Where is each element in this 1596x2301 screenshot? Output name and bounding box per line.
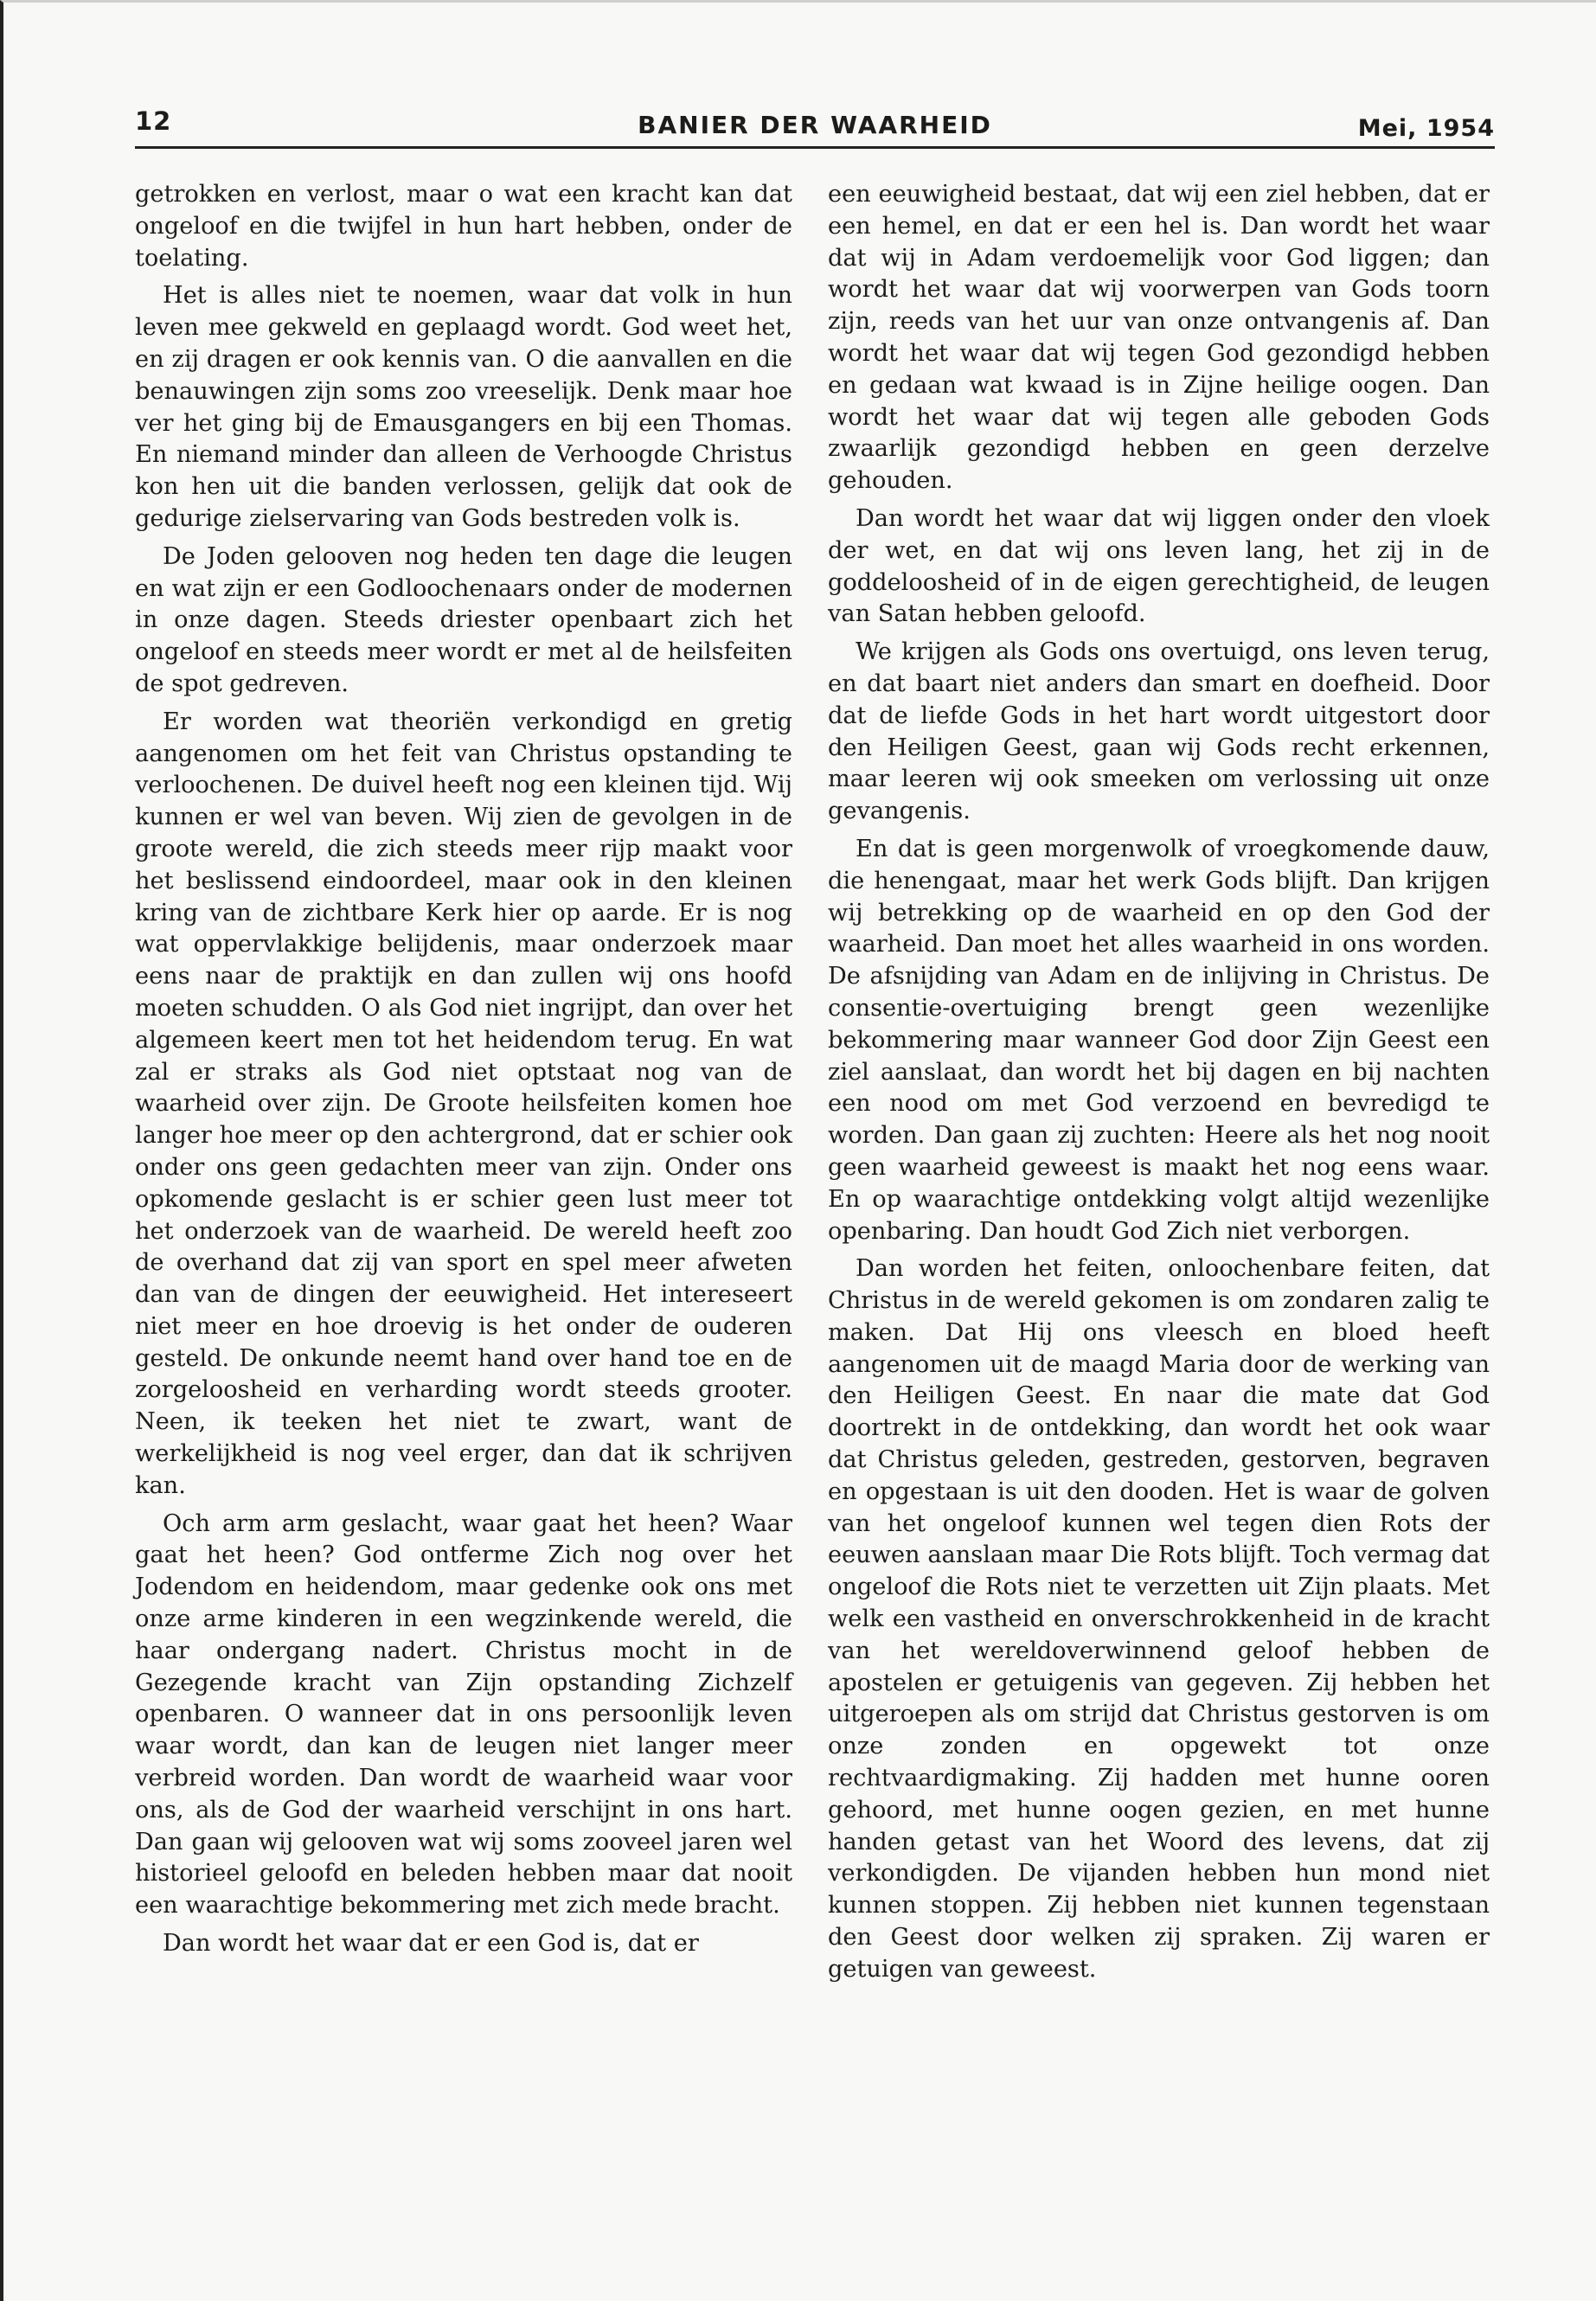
page-header bbox=[135, 105, 1495, 149]
paragraph: Dan wordt het waar dat wij liggen onder den vloek der wet, en dat wij ons leven lang, het zij in de goddeloosheid of in de eigen gerechtigheid, de leugen van Satan hebben geloofd. bbox=[828, 504, 1490, 628]
paragraph: Dan worden het feiten, onloochenbare feiten, dat Christus in de wereld gekomen is om zondaren zalig te maken. Dat Hij ons vleesch en bloed heeft aangenomen uit de maagd Maria door de werking van den Heiligen Geest. En naar die mate dat God doortrekt in de ontdekking, dan wordt het ook waar dat Christus geleden, gestreden, gestorven, begraven en opgestaan is uit den dooden. Het is waar de golven van het ongeloof kunnen wel tegen dien Rots der eeuwen aanslaan maar Die Rots blijft. Toch vermag dat ongeloof die Rots niet te verzetten uit Zijn plaats. Met welk een vastheid en onverschrokkenheid in de kracht van het wereldoverwinnend geloof hebben de apostelen er getuigenis van gegeven. Zij hebben het uitgeroepen als om strijd dat Christus gestorven is om onze zonden en opgewekt tot onze rechtvaardigmaking. Zij hadden met hunne ooren gehoord, met hunne oogen gezien, en met hunne handen getast van het Woord des levens, dat zij verkondigden. De vijanden hebben hun mond niet kunnen stoppen. Zij hebben niet kunnen tegenstaan den Geest door welken zij spraken. Zij waren er getuigen van geweest. bbox=[828, 1255, 1490, 1983]
paragraph: De Joden gelooven nog heden ten dage die leugen en wat zijn er een Godloochenaars onder de modernen in onze dagen. Steeds driester openbaart zich het ongeloof en steeds meer wordt er met al de heilsfeiten de spot gedreven. bbox=[135, 542, 792, 697]
right-column bbox=[828, 179, 1490, 1992]
issue-date: Mei, 1954 bbox=[1357, 115, 1495, 142]
paragraph: getrokken en verlost, maar o wat een kracht kan dat ongeloof en die twijfel in hun hart hebben, onder de toelating. bbox=[135, 181, 792, 272]
paragraph: Het is alles niet te noemen, waar dat volk in hun leven mee gekweld en geplaagd wordt. God weet het, en zij dragen er ook kennis van. O die aanvallen en die benauwingen zijn soms zoo vreeselijk. Denk maar hoe ver het ging bij de Emausgangers en bij een Thomas. En niemand minder dan alleen de Verhoogde Christus kon hen uit die banden verlossen, gelijk dat ook de gedurige zielservaring van Gods bestreden volk is. bbox=[135, 282, 792, 532]
paragraph: een eeuwigheid bestaat, dat wij een ziel hebben, dat er een hemel, en dat er een hel is. Dan wordt het waar dat wij in Adam verdoemelijk voor God liggen; dan wordt het waar dat wij voorwerpen van Gods toorn zijn, reeds van het uur van onze ontvangenis af. Dan wordt het waar dat wij tegen God gezondigd hebben en gedaan wat kwaad is in Zijne heilige oogen. Dan wordt het waar dat wij tegen alle geboden Gods zwaarlijk gezondigd hebben en geen derzelve gehouden. bbox=[828, 181, 1490, 495]
paragraph: Dan wordt het waar dat er een God is, dat er bbox=[163, 1930, 699, 1958]
paragraph: We krijgen als Gods ons overtuigd, ons leven terug, en dat baart niet anders dan smart en doefheid. Door dat de liefde Gods in het hart wordt uitgestort door den Heiligen Geest, gaan wij Gods recht erkennen, maar leeren wij ook smeeken om verlossing uit onze gevangenis. bbox=[828, 638, 1490, 825]
paragraph: En dat is geen morgenwolk of vroegkomende dauw, die henengaat, maar het werk Gods blijft. Dan krijgen wij betrekking op de waarheid en op den God der waarheid. Dan moet het alles waarheid in ons worden. De afsnijding van Adam en de inlijving in Christus. De consentie-overtuiging brengt geen wezenlijke bekommering maar wanneer God door Zijn Geest een ziel aanslaat, dan wordt het bij dagen en bij nachten een nood om met God verzoend en bevredigd te worden. Dan gaan zij zuchten: Heere als het nog nooit geen waarheid geweest is maakt het nog eens waar. En op waarachtige ontdekking volgt altijd wezenlijke openbaring. Dan houdt God Zich niet verborgen. bbox=[828, 835, 1490, 1245]
page-number: 12 bbox=[135, 106, 172, 136]
paragraph: Och arm arm geslacht, waar gaat het heen? Waar gaat het heen? God ontferme Zich nog over het Jodendom en heidendom, maar gedenke ook ons met onze arme kinderen in een wegzinkende wereld, die haar ondergang nadert. Christus mocht in de Gezegende kracht van Zijn opstanding Zichzelf openbaren. O wanneer dat in ons persoonlijk leven waar wordt, dan kan de leugen niet langer meer verbreid worden. Dan wordt de waarheid waar voor ons, als de God der waarheid verschijnt in ons hart. Dan gaan wij gelooven wat wij soms zooveel jaren wel historieel geloofd en beleden hebben maar dat nooit een waarachtige bekommering met zich mede bracht. bbox=[135, 1509, 792, 1920]
paragraph: Er worden wat theoriën verkondigd en gretig aangenomen om het feit van Christus opstanding te verloochenen. De duivel heeft nog een kleinen tijd. Wij kunnen er wel van beven. Wij zien de gevolgen in de groote wereld, die zich steeds meer rijp maakt voor het beslissend eindoordeel, maar ook in den kleinen kring van de zichtbare Kerk hier op aarde. Er is nog wat oppervlakkige belijdenis, maar onderzoek maar eens naar de praktijk en dan zullen wij ons hoofd moeten schudden. O als God niet ingrijpt, dan over het algemeen keert men tot het heidendom terug. En wat zal er straks als God niet optstaat nog van de waarheid over zijn. De Groote heilsfeiten komen hoe langer hoe meer op den achtergrond, dat er schier ook onder ons geen gedachten meer van zijn. Onder ons opkomende geslacht is er schier geen lust meer tot het onderzoek van de waarheid. De wereld heeft zoo de overhand dat zij van sport en spel meer afweten dan van de dingen der eeuwigheid. Het intereseert niet meer en hoe droevig is het onder de ouderen gesteld. De onkunde neemt hand over hand toe en de zorgeloosheid en verharding wordt steeds grooter. Neen, ik teeken het niet te zwart, want de werkelijkheid is nog veel erger, dan dat ik schrijven kan. bbox=[135, 708, 792, 1499]
left-column bbox=[135, 179, 792, 1966]
journal-title: BANIER DER WAARHEID bbox=[638, 111, 992, 139]
